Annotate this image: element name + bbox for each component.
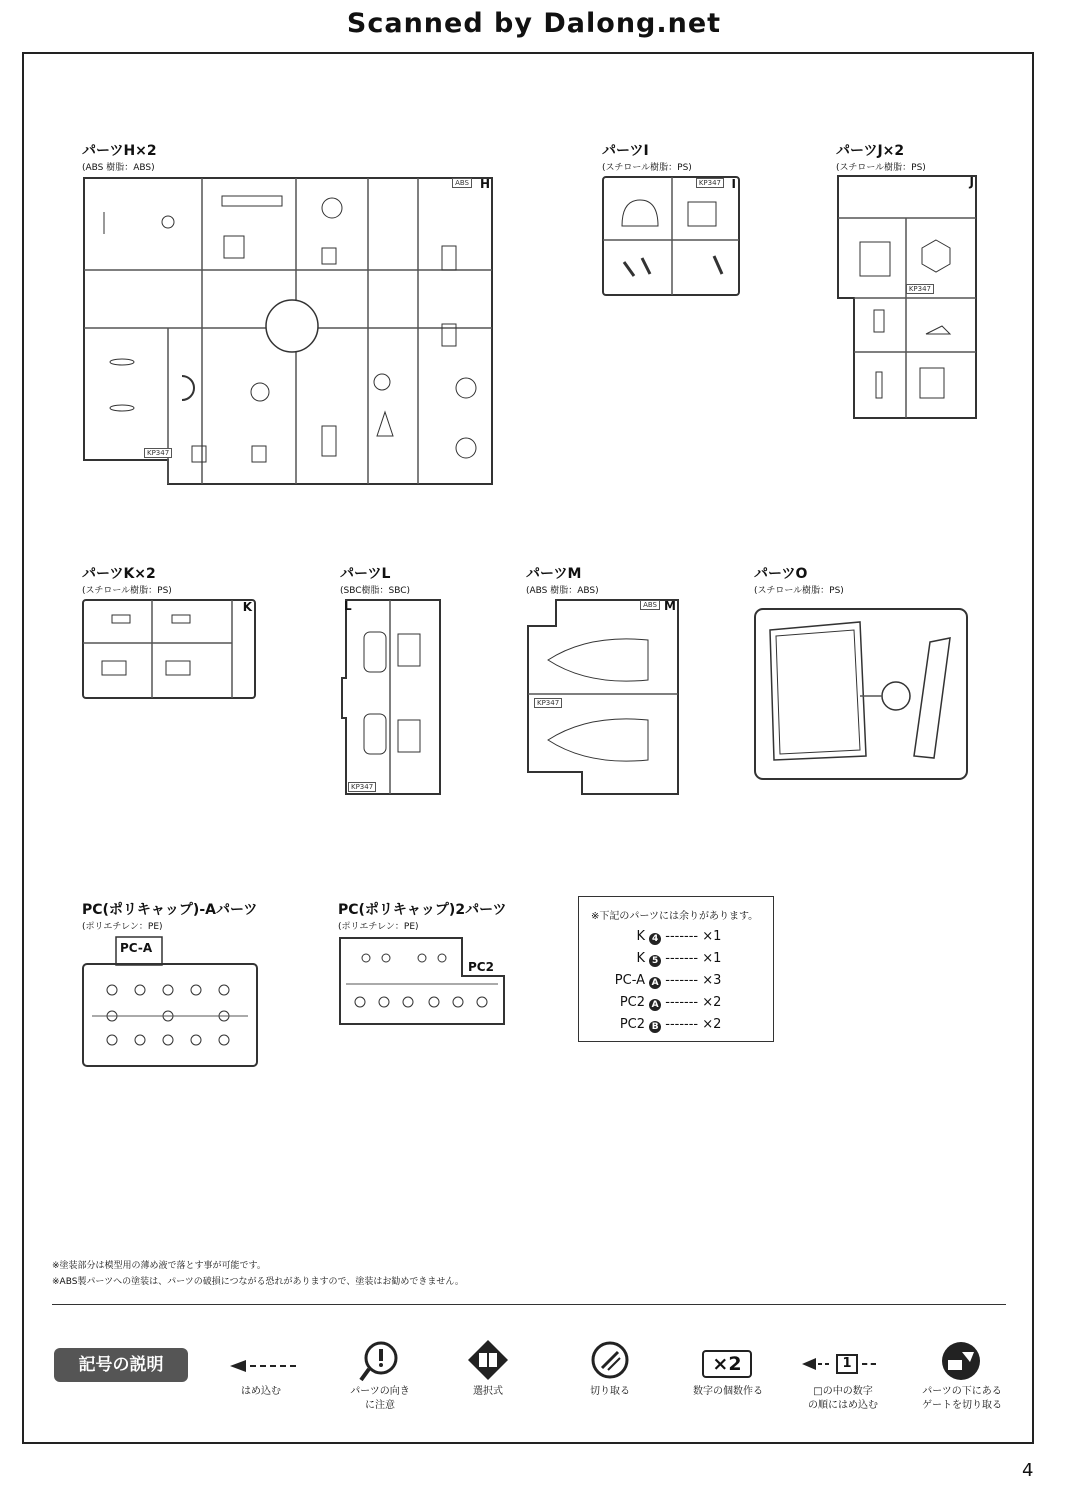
order-dash-icon bbox=[862, 1363, 876, 1367]
runner-m-drawing bbox=[526, 598, 680, 796]
legend-divider bbox=[52, 1304, 1006, 1305]
spare-row bbox=[609, 951, 721, 967]
parts-i-heading bbox=[602, 140, 692, 173]
runner-m-abs-tag: ABS bbox=[640, 600, 660, 610]
page-number: 4 bbox=[1022, 1460, 1034, 1481]
runner-h bbox=[82, 176, 494, 486]
parts-m-heading bbox=[526, 563, 599, 596]
spare-row bbox=[609, 973, 721, 989]
spare-row bbox=[609, 1017, 721, 1033]
spare-row-qty: ×2 bbox=[702, 1017, 722, 1032]
footnote-abs-paint: ※ABS製パーツへの塗装は、パーツの破損につながる恐れがありますので、塗装はお勧めできません。 bbox=[52, 1277, 464, 1287]
spare-row-part: PC2 bbox=[619, 995, 645, 1010]
legend-label-gate: パーツの下にある ゲートを切り取る bbox=[922, 1386, 1002, 1411]
parts-j-heading bbox=[836, 140, 926, 173]
parts-j-title: パーツJ×2 bbox=[836, 143, 905, 159]
parts-o-heading bbox=[754, 563, 844, 596]
spare-row-number: B bbox=[649, 1021, 661, 1033]
legend-label-insert: はめ込む bbox=[241, 1386, 281, 1397]
runner-h-code: KP347 bbox=[144, 448, 172, 458]
spare-row-dash: ------- bbox=[665, 929, 699, 944]
runner-h-abs-tag: ABS bbox=[452, 178, 472, 188]
spare-parts-note bbox=[578, 896, 774, 1042]
legend-label-cut: 切り取る bbox=[590, 1386, 630, 1397]
legend-label-selection: 選択式 bbox=[473, 1386, 503, 1397]
spare-row-dash: ------- bbox=[665, 973, 699, 988]
parts-o-title: パーツO bbox=[754, 566, 808, 582]
gate-cut-icon bbox=[940, 1340, 982, 1382]
runner-m bbox=[526, 598, 680, 796]
runner-i-letter: I bbox=[731, 177, 736, 191]
runner-i bbox=[602, 176, 740, 296]
runner-l-drawing bbox=[340, 598, 442, 796]
order-arrow-icon bbox=[800, 1356, 830, 1372]
runner-pc2 bbox=[338, 936, 506, 1026]
scan-header: Scanned by Dalong.net bbox=[346, 8, 722, 39]
order-number-icon: 1 bbox=[836, 1354, 858, 1374]
spare-row-part: K bbox=[636, 929, 645, 944]
runner-o-drawing bbox=[754, 608, 968, 780]
runner-l bbox=[340, 598, 442, 796]
spare-row-number: A bbox=[649, 999, 661, 1011]
parts-m-material: (ABS 樹脂：ABS) bbox=[526, 586, 599, 596]
spare-row-number: 4 bbox=[649, 933, 661, 945]
runner-m-code: KP347 bbox=[534, 698, 562, 708]
spare-row-number: 5 bbox=[649, 955, 661, 967]
runner-h-drawing bbox=[82, 176, 494, 486]
runner-pc2-drawing bbox=[338, 936, 506, 1026]
parts-pca-heading bbox=[82, 899, 257, 932]
spare-row-qty: ×1 bbox=[702, 929, 722, 944]
spare-note-title: ※下記のパーツには余りがあります。 bbox=[591, 911, 759, 922]
parts-h-heading bbox=[82, 140, 157, 173]
parts-pca-title: PC(ポリキャップ)-Aパーツ bbox=[82, 902, 258, 918]
spare-row bbox=[609, 929, 721, 945]
parts-i-title: パーツI bbox=[602, 143, 649, 159]
spare-row-dash: ------- bbox=[665, 995, 699, 1010]
parts-l-title: パーツL bbox=[340, 566, 391, 582]
parts-o-material: (スチロール樹脂：PS) bbox=[754, 586, 844, 596]
runner-l-letter: L bbox=[344, 599, 352, 613]
runner-j-letter: J bbox=[969, 175, 974, 189]
parts-k-heading bbox=[82, 563, 172, 596]
runner-i-code: KP347 bbox=[696, 178, 724, 188]
parts-h-material: (ABS 樹脂：ABS) bbox=[82, 163, 155, 173]
legend-label-orientation: パーツの向き に注意 bbox=[350, 1386, 410, 1411]
legend-title: 記号の説明 bbox=[54, 1348, 188, 1382]
insert-arrow-icon bbox=[226, 1356, 300, 1376]
runner-k-letter: K bbox=[242, 600, 252, 614]
runner-o bbox=[754, 608, 968, 780]
spare-row-number: A bbox=[649, 977, 661, 989]
runner-pca-drawing bbox=[82, 936, 258, 1068]
parts-k-material: (スチロール樹脂：PS) bbox=[82, 586, 172, 596]
parts-l-material: (SBC樹脂：SBC) bbox=[340, 586, 411, 596]
spare-row-part: K bbox=[636, 951, 645, 966]
footnote-paint-thinner: ※塗装部分は模型用の薄め液で落とす事が可能です。 bbox=[52, 1261, 266, 1271]
runner-pca bbox=[82, 936, 258, 1068]
spare-row bbox=[609, 995, 721, 1011]
parts-i-material: (スチロール樹脂：PS) bbox=[602, 163, 692, 173]
runner-j bbox=[836, 174, 978, 420]
selection-diamond-icon bbox=[466, 1338, 510, 1382]
parts-j-material: (スチロール樹脂：PS) bbox=[836, 163, 926, 173]
runner-h-letter: H bbox=[479, 177, 490, 191]
runner-m-letter: M bbox=[664, 599, 676, 613]
runner-j-code: KP347 bbox=[906, 284, 934, 294]
runner-l-code: KP347 bbox=[348, 782, 376, 792]
runner-pc2-letter: PC2 bbox=[468, 960, 494, 974]
spare-row-part: PC2 bbox=[619, 1017, 645, 1032]
runner-j-drawing bbox=[836, 174, 978, 420]
parts-m-title: パーツM bbox=[526, 566, 582, 582]
spare-row-qty: ×2 bbox=[702, 995, 722, 1010]
runner-i-drawing bbox=[602, 176, 740, 296]
spare-row-qty: ×1 bbox=[702, 951, 722, 966]
parts-k-title: パーツK×2 bbox=[82, 566, 156, 582]
cut-off-icon bbox=[590, 1340, 630, 1380]
parts-pc2-title: PC(ポリキャップ)2パーツ bbox=[338, 902, 507, 918]
runner-k bbox=[82, 599, 256, 699]
spare-row-part: PC-A bbox=[614, 973, 645, 988]
parts-h-title: パーツH×2 bbox=[82, 143, 157, 159]
legend-label-multiply: 数字の個数作る bbox=[693, 1386, 763, 1397]
parts-l-heading bbox=[340, 563, 410, 596]
spare-row-qty: ×3 bbox=[702, 973, 722, 988]
orientation-warning-icon bbox=[359, 1340, 401, 1382]
legend-label-order: □の中の数字 の順にはめ込む bbox=[808, 1386, 878, 1411]
runner-k-drawing bbox=[82, 599, 256, 699]
parts-pca-material: (ポリエチレン：PE) bbox=[82, 922, 163, 932]
spare-row-dash: ------- bbox=[665, 1017, 699, 1032]
spare-row-dash: ------- bbox=[665, 951, 699, 966]
parts-pc2-material: (ポリエチレン：PE) bbox=[338, 922, 419, 932]
multiply-count-icon: ×2 bbox=[702, 1350, 752, 1378]
parts-pc2-heading bbox=[338, 899, 507, 932]
runner-pca-letter: PC-A bbox=[120, 941, 153, 955]
